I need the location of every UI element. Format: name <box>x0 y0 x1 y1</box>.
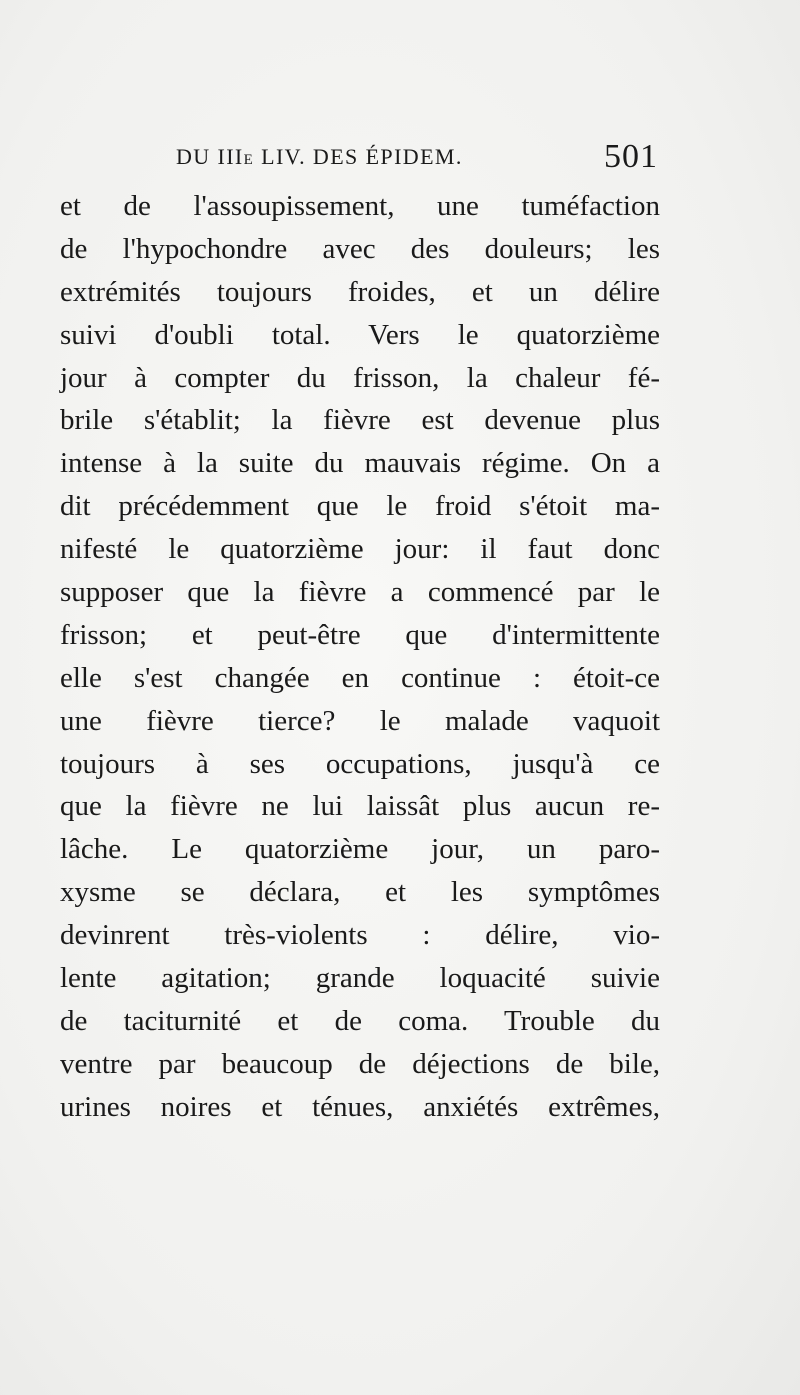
text-line: frisson; et peut-être que d'intermittente <box>60 618 660 651</box>
text-line: dit précédemment que le froid s'étoit ma- <box>60 490 660 523</box>
running-head <box>176 138 658 178</box>
text-line: xysme se déclara, et les symptômes <box>60 876 660 909</box>
text-line: que la fièvre ne lui laissât plus aucun re- <box>60 790 660 823</box>
text-line: lente agitation; grande loquacité suivie <box>60 962 660 995</box>
text-line: lâche. Le quatorzième jour, un paro- <box>60 833 660 866</box>
text-line: devinrent très-violents : délire, vio- <box>60 919 660 952</box>
text-line: extrémités toujours froides, et un délire <box>60 275 660 308</box>
text-line: suivi d'oubli total. Vers le quatorzième <box>60 318 660 351</box>
body-text <box>60 185 660 1129</box>
text-line: ventre par beaucoup de déjections de bile, <box>60 1047 660 1080</box>
text-line: brile s'établit; la fièvre est devenue plus <box>60 404 660 437</box>
text-line: et de l'assoupissement, une tuméfaction <box>60 190 660 222</box>
text-line: de taciturnité et de coma. Trouble du <box>60 1004 660 1037</box>
text-line: jour à compter du frisson, la chaleur fé- <box>60 361 660 394</box>
text-line: elle s'est changée en continue : étoit-ce <box>60 661 660 694</box>
text-line: supposer que la fièvre a commencé par le <box>60 576 660 609</box>
text-line: intense à la suite du mauvais régime. On a <box>60 447 660 480</box>
text-line: toujours à ses occupations, jusqu'à ce <box>60 747 660 780</box>
page-number: 501 <box>604 138 658 175</box>
running-title: DU IIIe LIV. DES ÉPIDEM. <box>176 144 463 169</box>
text-line: de l'hypochondre avec des douleurs; les <box>60 232 660 265</box>
text-line: nifesté le quatorzième jour: il faut donc <box>60 533 660 566</box>
text-line: urines noires et ténues, anxiétés extrêmes, <box>60 1090 660 1123</box>
text-line: une fièvre tierce? le malade vaquoit <box>60 704 660 737</box>
